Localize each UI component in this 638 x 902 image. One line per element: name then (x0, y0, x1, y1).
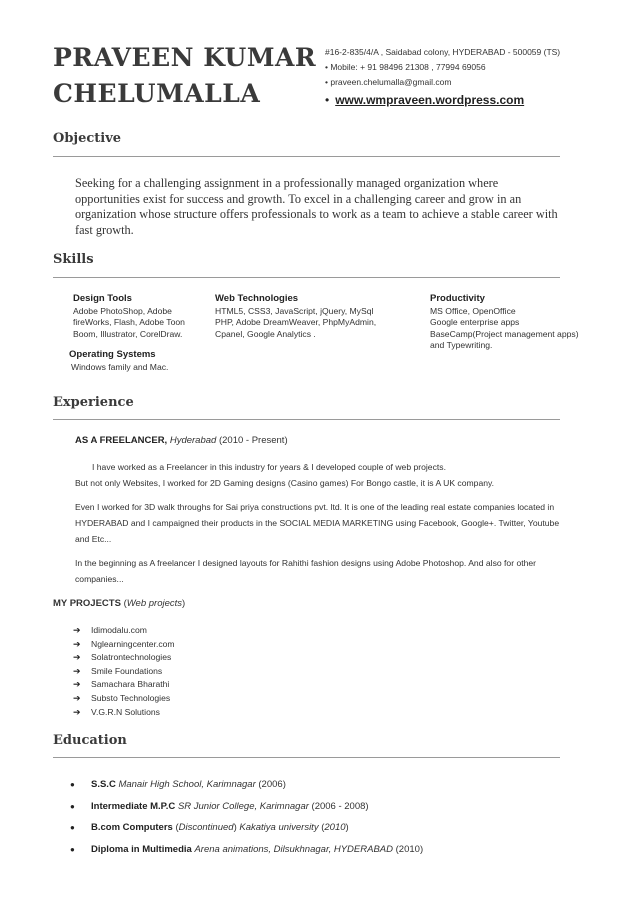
contact-block (325, 45, 560, 108)
education-years: (2006) (258, 779, 286, 790)
skill-line: BaseCamp(Project management apps) (430, 328, 579, 339)
section-title-skills: Skills (53, 252, 94, 267)
list-item (73, 706, 175, 720)
bullet-icon: ● (70, 844, 75, 854)
paragraph-line: I have worked as a Freelancer in this industry for years & I developed couple of web projects. (92, 462, 446, 472)
projects-subtitle: Web projects (126, 598, 183, 609)
projects-heading: MY PROJECTS (Web projects) (53, 598, 186, 609)
skill-line: PHP, Adobe DreamWeaver, PhpMyAdmin, (215, 317, 377, 327)
name-line-2: CHELUMALLA (53, 79, 261, 108)
experience-period: (2010 - Present) (218, 435, 288, 446)
list-item (73, 678, 175, 692)
education-years: (2010) (395, 843, 424, 855)
education-note: Discontinued (178, 822, 234, 833)
education-institution: SR Junior College, Karimnagar (177, 800, 309, 812)
project-name: Nglearningcenter.com (91, 638, 175, 649)
skill-group-heading: Productivity (430, 293, 485, 304)
project-name: V.G.R.N Solutions (91, 706, 160, 717)
section-title-experience: Experience (53, 395, 134, 410)
arrow-right-icon: ➔ (73, 692, 81, 703)
experience-role: AS A FREELANCER, (75, 435, 168, 446)
email: • praveen.chelumalla@gmail.com (325, 77, 452, 87)
list-item (73, 638, 175, 652)
skill-group-productivity (430, 293, 579, 352)
skill-group-heading: Design Tools (73, 293, 132, 304)
experience-paragraph-3: In the beginning as A freelancer I designed layouts for Rahithi fashion designs using Adobe Photoshop. And also for other companies... (75, 558, 537, 584)
skill-line: HTML5, CSS3, JavaScript, jQuery, MySql (215, 305, 374, 316)
bullet-icon: ● (70, 823, 75, 832)
arrow-right-icon: ➔ (73, 665, 81, 676)
education-degree: S.S.C (91, 779, 116, 790)
name-line-1: PRAVEEN KUMAR (53, 43, 317, 72)
list-item (70, 800, 423, 822)
bullet-icon: ● (70, 780, 75, 789)
list-item: ● B.com Computers (Discontinued) Kakatiya university (2010) (70, 822, 349, 833)
arrow-right-icon: ➔ (73, 679, 81, 690)
arrow-right-icon: ➔ (73, 706, 81, 717)
list-item (73, 665, 175, 679)
skill-line: MS Office, OpenOffice (430, 305, 516, 316)
education-years: (2006 - 2008) (311, 800, 369, 812)
experience-heading (75, 435, 288, 446)
project-name: Substo Technologies (91, 692, 171, 703)
experience-paragraph-1 (75, 459, 570, 491)
skill-line: Cpanel, Google Analytics . (215, 328, 316, 339)
list-item (73, 624, 175, 638)
objective-text: Seeking for a challenging assignment in a professionally managed organization where opportunities exist for success and growth. To excel in a challenging career and grow in an organization whose structure offers professionals to work as a team to achieve a stable career with fast growth. (75, 176, 558, 237)
education-institution: Manair High School, Karimnagar (118, 779, 256, 790)
list-item (73, 692, 175, 706)
website-link[interactable]: www.wmpraveen.wordpress.com (335, 93, 525, 107)
section-title-objective: Objective (53, 131, 122, 146)
skill-line: fireWorks, Flash, Adobe Toon (73, 317, 185, 327)
education-institution: Kakatiya university (239, 822, 319, 833)
education-institution: Arena animations, Dilsukhnagar, HYDERABAD (194, 843, 393, 855)
list-item (70, 778, 423, 800)
website-row (325, 93, 560, 108)
skill-group-web-technologies (215, 293, 376, 340)
project-name: Samachara Bharathi (91, 679, 170, 690)
education-degree: Intermediate M.P.C (91, 800, 176, 812)
skill-line: and Typewriting. (430, 340, 493, 350)
mobile: • Mobile: + 91 98496 21308 , 77994 69056 (325, 62, 486, 72)
divider (53, 156, 560, 157)
list-item (70, 843, 423, 865)
project-name: Solatrontechnologies (91, 652, 172, 663)
divider (53, 277, 560, 278)
candidate-name (53, 40, 323, 112)
paragraph-line: But not only Websites, I worked for 2D Gaming designs (Casino games) For Bongo castle, it is A UK company. (75, 478, 495, 488)
project-name: Smile Foundations (91, 665, 163, 676)
skill-group-heading: Web Technologies (215, 293, 299, 304)
skill-group-design-tools (73, 293, 185, 340)
skill-group-heading: Operating Systems (69, 349, 156, 360)
arrow-right-icon: ➔ (73, 652, 81, 663)
skill-line: Windows family and Mac. (71, 361, 169, 372)
divider (53, 757, 560, 758)
skill-group-operating-systems (69, 349, 168, 373)
projects-title: MY PROJECTS (53, 598, 121, 609)
bullet-icon: ● (70, 801, 75, 811)
section-title-education: Education (53, 733, 127, 748)
education-list (70, 778, 423, 864)
education-degree: Diploma in Multimedia (91, 843, 192, 855)
education-degree: B.com Computers (91, 822, 173, 833)
arrow-right-icon: ➔ (73, 625, 81, 635)
education-years: 2010 (324, 822, 346, 833)
experience-paragraph-2: Even I worked for 3D walk throughs for Sai priya constructions pvt. ltd. It is one of the leading real estate companies located in HYDERABAD and I campaigned their products in the SOCIAL MEDIA MARKETING using Facebook, Google+. Twitter, Youtube and Etc... (75, 502, 560, 544)
skill-line: Boom, Illustrator, CorelDraw. (73, 328, 183, 339)
divider (53, 419, 560, 420)
project-list (73, 624, 175, 719)
project-name: Idimodalu.com (91, 625, 147, 635)
experience-location: Hyderabad (169, 435, 217, 446)
skill-line: Adobe PhotoShop, Adobe (73, 305, 172, 316)
skill-line: Google enterprise apps (430, 317, 520, 327)
arrow-right-icon: ➔ (73, 638, 81, 649)
list-item (73, 651, 175, 665)
website-bullet: • (325, 93, 330, 107)
address: #16-2-835/4/A , Saidabad colony, HYDERABAD - 500059 (TS) (325, 47, 561, 57)
